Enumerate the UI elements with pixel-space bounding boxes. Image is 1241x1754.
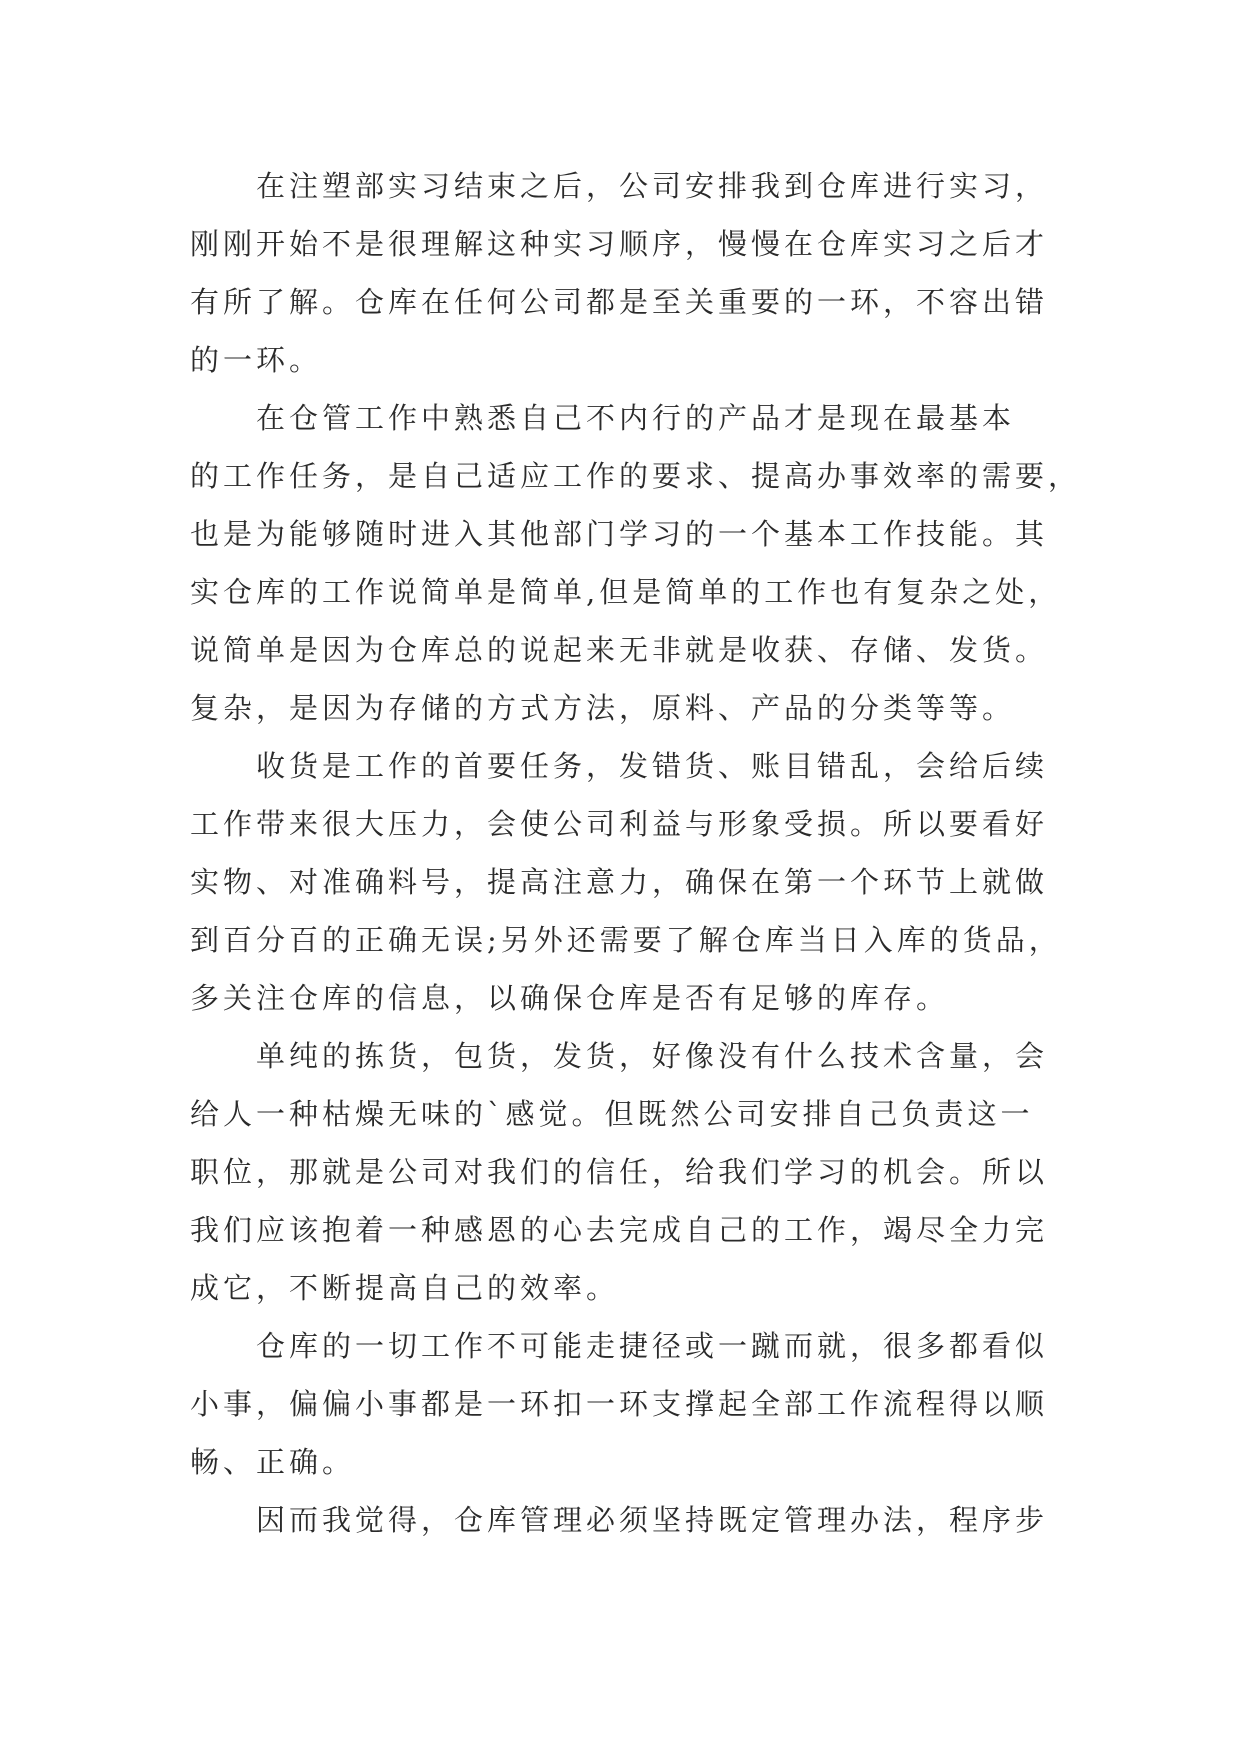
text-line: 畅、正确。 xyxy=(190,1445,356,1479)
text-line: 给人一种枯燥无味的`感觉。但既然公司安排自己负责这一 xyxy=(190,1097,1034,1131)
text-line: 也是为能够随时进入其他部门学习的一个基本工作技能。其 xyxy=(190,517,1049,551)
text-line: 职位，那就是公司对我们的信任，给我们学习的机会。所以 xyxy=(190,1155,1049,1189)
text-line: 复杂，是因为存储的方式方法，原料、产品的分类等等。 xyxy=(190,691,1016,725)
text-line: 说简单是因为仓库总的说起来无非就是收获、存储、发货。 xyxy=(190,633,1049,667)
text-line: 小事，偏偏小事都是一环扣一环支撑起全部工作流程得以顺 xyxy=(190,1387,1049,1421)
text-line: 实仓库的工作说简单是简单,但是简单的工作也有复杂之处， xyxy=(190,575,1062,609)
text-line: 收货是工作的首要任务，发错货、账目错乱，会给后续 xyxy=(256,749,1049,783)
text-line: 在仓管工作中熟悉自己不内行的产品才是现在最基本 xyxy=(256,401,1016,435)
text-line: 在注塑部实习结束之后，公司安排我到仓库进行实习， xyxy=(256,169,1049,203)
text-line: 工作带来很大压力，会使公司利益与形象受损。所以要看好 xyxy=(190,807,1049,841)
text-line: 仓库的一切工作不可能走捷径或一蹴而就，很多都看似 xyxy=(256,1329,1049,1363)
text-line: 单纯的拣货，包货，发货，好像没有什么技术含量，会 xyxy=(256,1039,1049,1073)
text-line: 有所了解。仓库在任何公司都是至关重要的一环，不容出错 xyxy=(190,285,1049,319)
text-line: 实物、对准确料号，提高注意力，确保在第一个环节上就做 xyxy=(190,865,1049,899)
text-line: 到百分百的正确无误;另外还需要了解仓库当日入库的货品， xyxy=(190,923,1062,957)
text-line: 因而我觉得，仓库管理必须坚持既定管理办法，程序步 xyxy=(256,1503,1049,1537)
text-line: 多关注仓库的信息，以确保仓库是否有足够的库存。 xyxy=(190,981,950,1015)
text-line: 刚刚开始不是很理解这种实习顺序，慢慢在仓库实习之后才 xyxy=(190,227,1049,261)
text-line: 成它，不断提高自己的效率。 xyxy=(190,1271,620,1305)
text-line: 我们应该抱着一种感恩的心去完成自己的工作，竭尽全力完 xyxy=(190,1213,1049,1247)
body-text xyxy=(190,157,1082,1549)
text-line: 的工作任务，是自己适应工作的要求、提高办事效率的需要， xyxy=(190,459,1082,493)
text-line: 的一环。 xyxy=(190,343,323,377)
